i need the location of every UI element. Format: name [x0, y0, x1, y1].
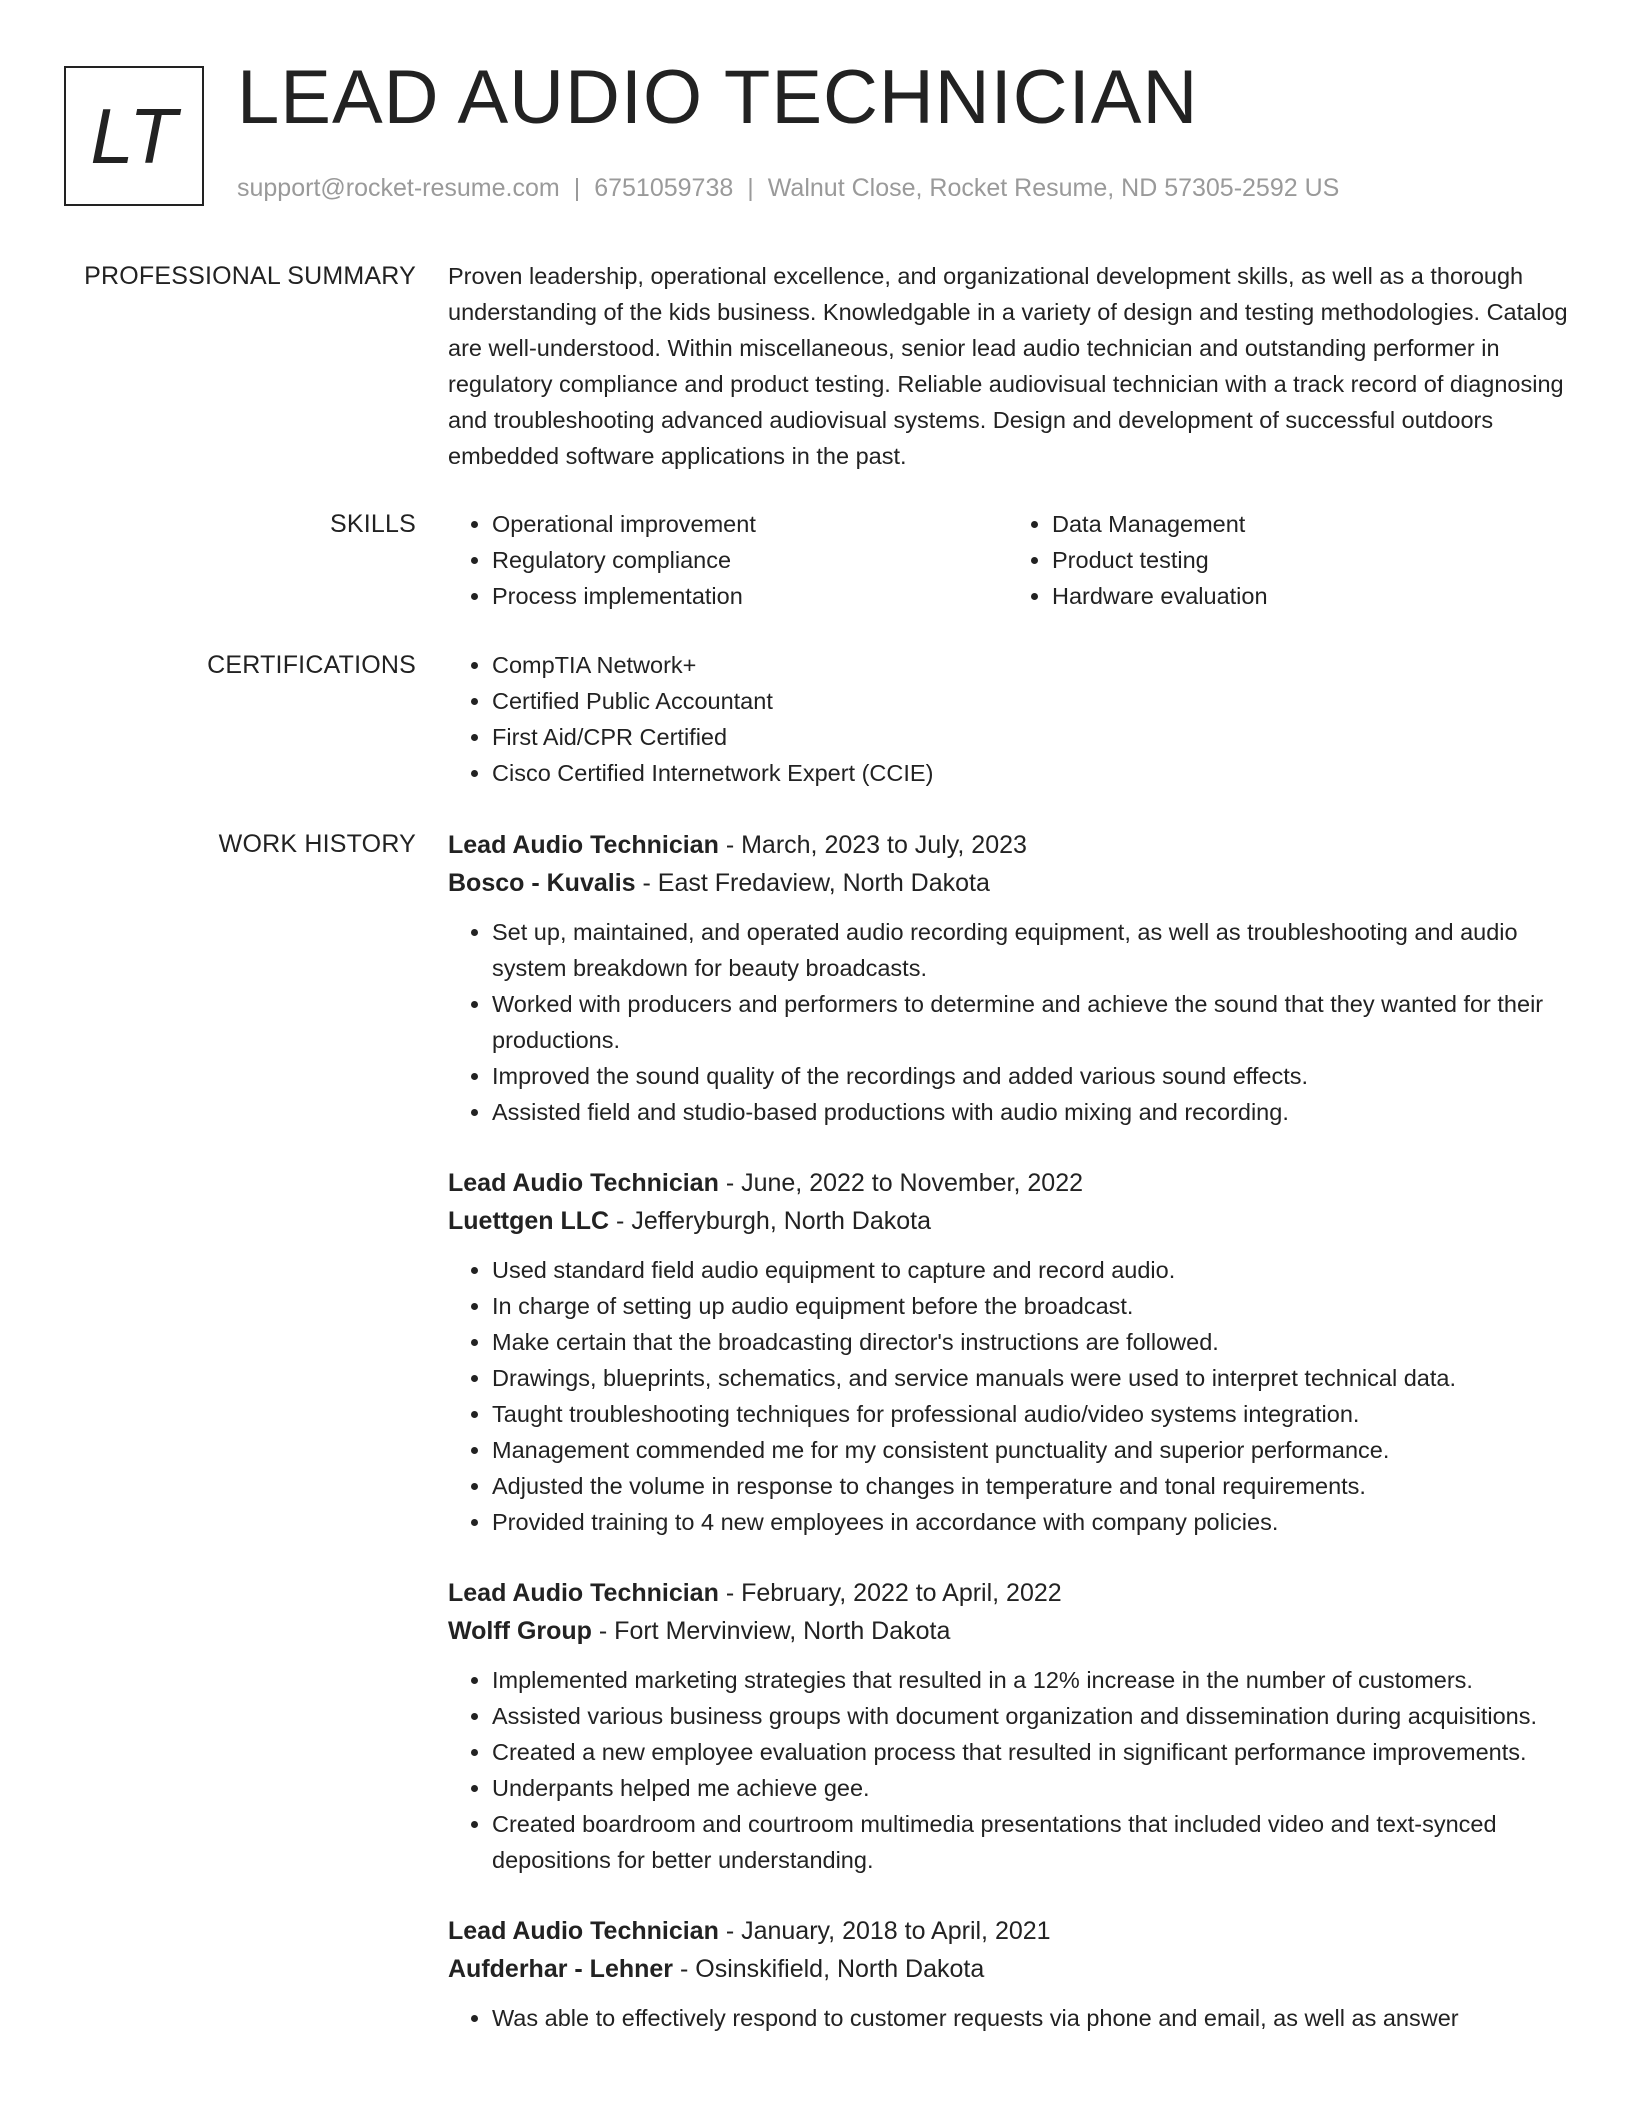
job-company: Luettgen LLC	[448, 1207, 610, 1235]
job-duty: • Set up, maintained, and operated audio recording equipment, as well as troubleshooting and audio system breakdown for beauty broadcasts.	[492, 914, 1568, 986]
job-title: Lead Audio Technician	[448, 1169, 719, 1197]
job-entry	[448, 1912, 1568, 2036]
resume-title: LEAD AUDIO TECHNICIAN	[237, 55, 1199, 140]
job-duties-list	[448, 2000, 1568, 2036]
job-title: Lead Audio Technician	[448, 1917, 719, 1945]
job-company: Aufderhar - Lehner	[448, 1955, 674, 1983]
job-duty: • Assisted various business groups with document organization and dissemination during acquisitions.	[492, 1698, 1568, 1734]
job-duty: • Make certain that the broadcasting director's instructions are followed.	[492, 1324, 1568, 1360]
job-duties-list	[448, 914, 1568, 1130]
job-duty: • Implemented marketing strategies that resulted in a 12% increase in the number of customers.	[492, 1662, 1568, 1698]
job-location: East Fredaview, North Dakota	[657, 869, 990, 897]
job-duty: • Management commended me for my consistent punctuality and superior performance.	[492, 1432, 1568, 1468]
job-duty: • Drawings, blueprints, schematics, and service manuals were used to interpret technical data.	[492, 1360, 1568, 1396]
job-title: Lead Audio Technician	[448, 831, 719, 859]
job-title-line: Lead Audio Technician - June, 2022 to November, 2022	[448, 1169, 1084, 1197]
certification-item: • First Aid/CPR Certified	[492, 719, 1568, 755]
job-title-line: Lead Audio Technician - February, 2022 to April, 2022	[448, 1579, 1062, 1607]
job-duty: • Provided training to 4 new employees in accordance with company policies.	[492, 1504, 1568, 1540]
job-location: Fort Mervinview, North Dakota	[614, 1617, 951, 1645]
job-duties-list	[448, 1662, 1568, 1878]
job-duty: • Taught troubleshooting techniques for professional audio/video systems integration.	[492, 1396, 1568, 1432]
job-duty: • Created a new employee evaluation process that resulted in significant performance improvements.	[492, 1734, 1568, 1770]
job-duty: • Created boardroom and courtroom multimedia presentations that included video and text-synced depositions for better understanding.	[492, 1806, 1568, 1878]
job-duty: • Assisted field and studio-based productions with audio mixing and recording.	[492, 1094, 1568, 1130]
work-history-heading: WORK HISTORY	[218, 830, 416, 858]
job-title: Lead Audio Technician	[448, 1579, 719, 1607]
job-company-line: Wolff Group - Fort Mervinview, North Dakota	[448, 1617, 951, 1645]
skills-heading: SKILLS	[330, 510, 416, 538]
skill-item: • Process implementation	[492, 578, 1008, 614]
skills-body	[448, 506, 1568, 614]
job-duty: • Used standard field audio equipment to capture and record audio.	[492, 1252, 1568, 1288]
job-duty: • In charge of setting up audio equipment before the broadcast.	[492, 1288, 1568, 1324]
monogram-logo: LT	[64, 66, 204, 206]
job-duty: • Underpants helped me achieve gee.	[492, 1770, 1568, 1806]
job-company-line: Bosco - Kuvalis - East Fredaview, North Dakota	[448, 869, 990, 897]
skill-item: • Hardware evaluation	[1052, 578, 1568, 614]
job-location: Jefferyburgh, North Dakota	[631, 1207, 932, 1235]
contact-separator: |	[573, 174, 581, 202]
job-company: Wolff Group	[448, 1617, 592, 1645]
job-dates: January, 2018 to April, 2021	[741, 1917, 1051, 1945]
job-company-line: Luettgen LLC - Jefferyburgh, North Dakota	[448, 1207, 932, 1235]
job-company-line: Aufderhar - Lehner - Osinskifield, North Dakota	[448, 1955, 985, 1983]
skills-list-right	[1008, 506, 1568, 614]
skill-item: • Data Management	[1052, 506, 1568, 542]
certifications-heading: CERTIFICATIONS	[207, 651, 416, 679]
job-duty: • Was able to effectively respond to customer requests via phone and email, as well as answer	[492, 2000, 1568, 2036]
certification-item: • Cisco Certified Internetwork Expert (CCIE)	[492, 755, 1568, 791]
certifications-body	[448, 647, 1568, 791]
skills-list-left	[448, 506, 1008, 614]
job-dates: March, 2023 to July, 2023	[741, 831, 1027, 859]
skill-item: • Operational improvement	[492, 506, 1008, 542]
job-title-line: Lead Audio Technician - January, 2018 to April, 2021	[448, 1917, 1051, 1945]
job-entry	[448, 1164, 1568, 1540]
contact-phone[interactable]: 6751059738	[594, 174, 734, 202]
contact-email[interactable]: support@rocket-resume.com	[237, 174, 560, 202]
job-entry	[448, 1574, 1568, 1878]
contact-address: Walnut Close, Rocket Resume, ND 57305-2592 US	[767, 174, 1340, 202]
job-duty: • Worked with producers and performers to determine and achieve the sound that they wanted for their productions.	[492, 986, 1568, 1058]
certifications-list	[448, 647, 1568, 791]
summary-body	[448, 258, 1568, 474]
summary-text: Proven leadership, operational excellence, and organizational development skills, as well as a thorough understanding of the kids business. Knowledgable in a variety of design and testing methodologies. Catalog are well-understood. Within miscellaneous, senior lead audio technician and outstanding performer in regulatory compliance and product testing. Reliable audiovisual technician with a track record of diagnosing and troubleshooting advanced audiovisual systems. Design and development of successful outdoors embedded software applications in the past.	[448, 263, 1568, 469]
contact-separator: |	[747, 174, 754, 202]
job-dates: February, 2022 to April, 2022	[741, 1579, 1062, 1607]
job-company: Bosco - Kuvalis	[448, 869, 636, 897]
certification-item: • Certified Public Accountant	[492, 683, 1568, 719]
job-duty: • Adjusted the volume in response to changes in temperature and tonal requirements.	[492, 1468, 1568, 1504]
skill-item: • Product testing	[1052, 542, 1568, 578]
job-title-line: Lead Audio Technician - March, 2023 to July, 2023	[448, 831, 1027, 859]
job-duties-list	[448, 1252, 1568, 1540]
job-location: Osinskifield, North Dakota	[695, 1955, 985, 1983]
job-entry	[448, 826, 1568, 1130]
work-history-body	[448, 826, 1568, 2070]
contact-line	[237, 174, 1339, 203]
summary-heading: PROFESSIONAL SUMMARY	[84, 262, 416, 290]
job-duty: • Improved the sound quality of the recordings and added various sound effects.	[492, 1058, 1568, 1094]
skill-item: • Regulatory compliance	[492, 542, 1008, 578]
job-dates: June, 2022 to November, 2022	[741, 1169, 1084, 1197]
certification-item: • CompTIA Network+	[492, 647, 1568, 683]
